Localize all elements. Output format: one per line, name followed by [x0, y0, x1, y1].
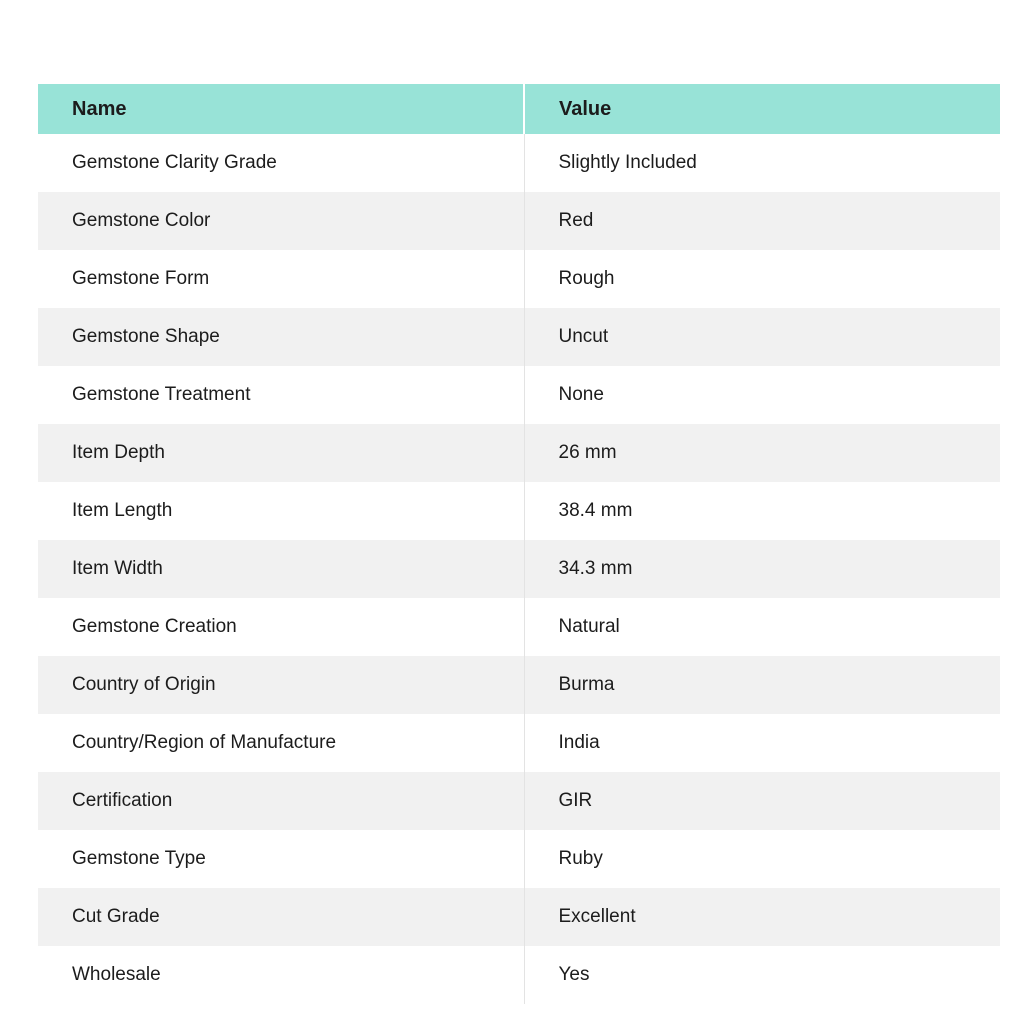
- spec-value-cell: Red: [524, 192, 1000, 250]
- spec-name-cell: Gemstone Color: [38, 192, 524, 250]
- header-row: [38, 84, 1000, 134]
- table-row: [38, 482, 1000, 540]
- spec-name-cell: Gemstone Type: [38, 830, 524, 888]
- table-header: [38, 84, 1000, 134]
- spec-name-cell: Cut Grade: [38, 888, 524, 946]
- value-column-header: Value: [524, 84, 1000, 134]
- spec-value-cell: 38.4 mm: [524, 482, 1000, 540]
- table-row: [38, 714, 1000, 772]
- spec-name-cell: Item Depth: [38, 424, 524, 482]
- table-row: [38, 192, 1000, 250]
- spec-name-cell: Gemstone Treatment: [38, 366, 524, 424]
- spec-value-cell: Slightly Included: [524, 134, 1000, 192]
- spec-value-cell: 34.3 mm: [524, 540, 1000, 598]
- table-row: [38, 772, 1000, 830]
- spec-name-cell: Item Width: [38, 540, 524, 598]
- spec-value-cell: Rough: [524, 250, 1000, 308]
- table-row: [38, 946, 1000, 1004]
- table-row: [38, 598, 1000, 656]
- table-row: [38, 366, 1000, 424]
- spec-name-cell: Gemstone Shape: [38, 308, 524, 366]
- table-row: [38, 888, 1000, 946]
- spec-name-cell: Item Length: [38, 482, 524, 540]
- spec-name-cell: Gemstone Form: [38, 250, 524, 308]
- spec-value-cell: GIR: [524, 772, 1000, 830]
- spec-name-cell: Gemstone Creation: [38, 598, 524, 656]
- table-row: [38, 540, 1000, 598]
- spec-value-cell: Uncut: [524, 308, 1000, 366]
- spec-value-cell: None: [524, 366, 1000, 424]
- table-row: [38, 134, 1000, 192]
- table-body: [38, 134, 1000, 1004]
- spec-value-cell: Ruby: [524, 830, 1000, 888]
- table-row: [38, 830, 1000, 888]
- table-row: [38, 424, 1000, 482]
- spec-value-cell: Natural: [524, 598, 1000, 656]
- name-column-header: Name: [38, 84, 524, 134]
- spec-value-cell: Burma: [524, 656, 1000, 714]
- spec-value-cell: Yes: [524, 946, 1000, 1004]
- spec-value-cell: Excellent: [524, 888, 1000, 946]
- item-specifics-table-container: [38, 84, 1000, 1004]
- item-specifics-table: [38, 84, 1000, 1004]
- spec-value-cell: 26 mm: [524, 424, 1000, 482]
- spec-name-cell: Wholesale: [38, 946, 524, 1004]
- spec-name-cell: Country of Origin: [38, 656, 524, 714]
- table-row: [38, 656, 1000, 714]
- spec-name-cell: Certification: [38, 772, 524, 830]
- table-row: [38, 308, 1000, 366]
- spec-name-cell: Gemstone Clarity Grade: [38, 134, 524, 192]
- spec-name-cell: Country/Region of Manufacture: [38, 714, 524, 772]
- spec-value-cell: India: [524, 714, 1000, 772]
- table-row: [38, 250, 1000, 308]
